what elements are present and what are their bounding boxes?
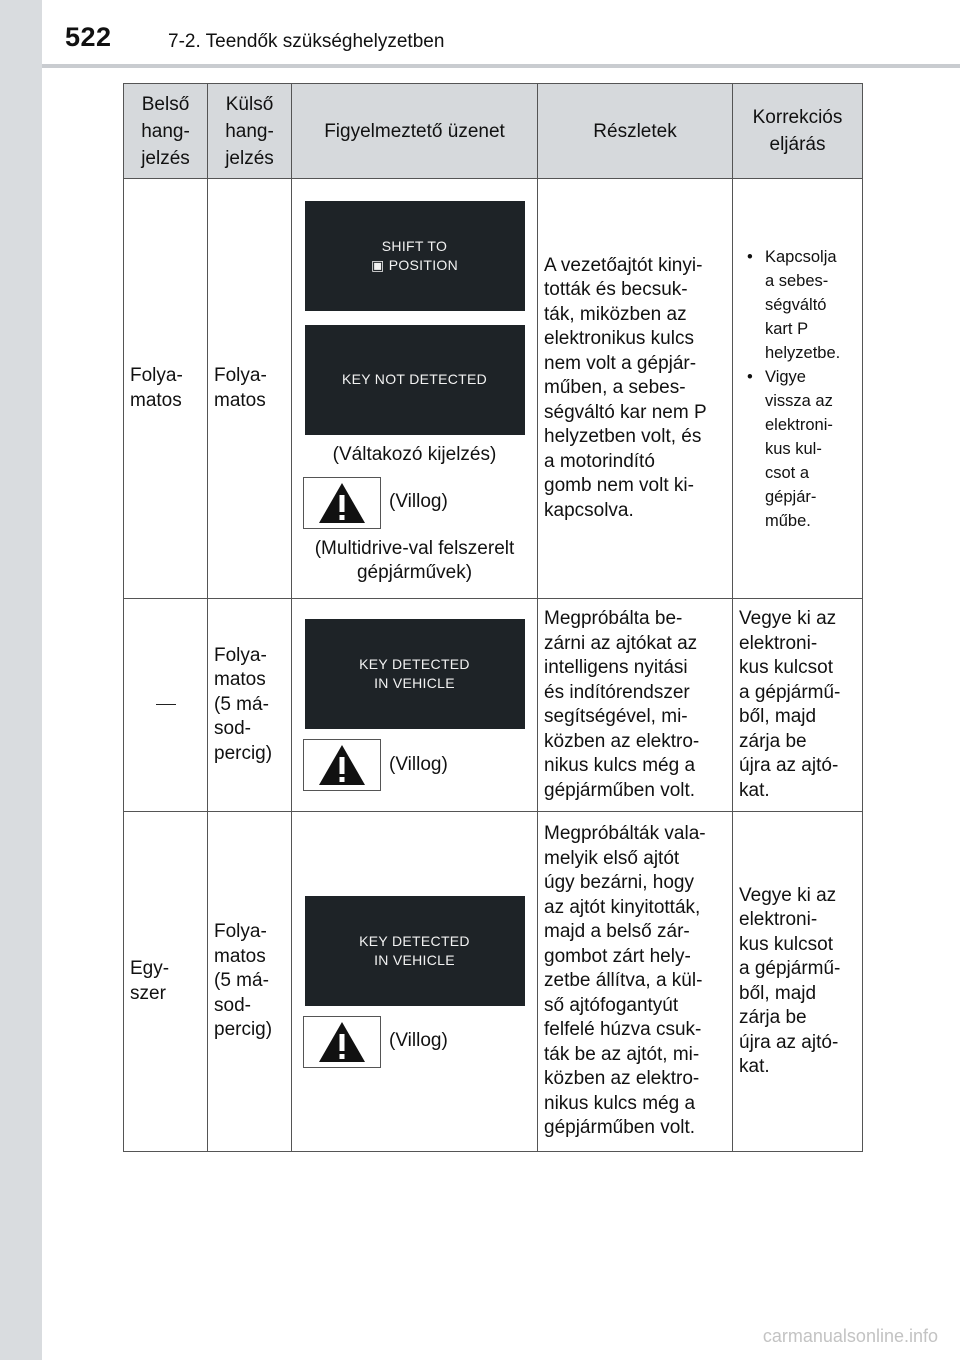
outer-buzzer-cell: Folya- matos: [208, 179, 292, 599]
flashing-label: (Villog): [389, 491, 448, 513]
flashing-label: (Villog): [389, 753, 448, 775]
table-row: [124, 599, 863, 812]
display-screen-shift-to-p: SHIFT TO ▣ POSITION: [305, 201, 525, 311]
col-header-warning-message: Figyelmeztető üzenet: [292, 84, 538, 179]
correction-cell: Vegye ki az elektroni- kus kulcsot a gépjármű- ből, majd zárja be újra az ajtó- kat.: [733, 599, 863, 812]
alternating-display-caption: (Váltakozó kijelzés): [332, 443, 497, 465]
display-screen-key-detected: KEY DETECTED IN VEHICLE: [305, 619, 525, 729]
details-cell: Megpróbálta be- zárni az ajtókat az intelligens nyitási és indítórendszer segítségével, mi- közben az elektro- nikus kulcs még a gépjárműben volt.: [538, 599, 733, 812]
list-item: • Kapcsolja a sebes- ségváltó kart P helyzetbe.: [745, 245, 856, 365]
page-number: 522: [65, 22, 112, 52]
warning-triangle-icon: [303, 739, 381, 791]
outer-buzzer-cell: Folya- matos (5 má- sod- percig): [208, 599, 292, 812]
correction-cell: Vegye ki az elektroni- kus kulcsot a gépjármű- ből, majd zárja be újra az ajtó- kat.: [733, 812, 863, 1152]
inner-buzzer-cell: Folya- matos: [124, 179, 208, 599]
section-title: 7-2. Teendők szükséghelyzetben: [168, 31, 445, 52]
table-header-row: [124, 84, 863, 179]
warning-triangle-icon: [303, 1016, 381, 1068]
header-rule: [42, 64, 960, 68]
warning-message-cell: [292, 179, 538, 599]
details-cell: A vezetőajtót kinyi- tották és becsuk- ták, miközben az elektronikus kulcs nem volt a gépjár- műben, a sebes- ségváltó kar nem P helyzetben volt, és a motorindító gomb nem volt ki- kapcsolva.: [538, 179, 733, 599]
table-row: [124, 179, 863, 599]
col-header-details: Részletek: [538, 84, 733, 179]
display-screen-key-detected: KEY DETECTED IN VEHICLE: [305, 896, 525, 1006]
col-header-inner-buzzer: Belső hang- jelzés: [124, 84, 208, 179]
outer-buzzer-cell: Folya- matos (5 má- sod- percig): [208, 812, 292, 1152]
multidrive-caption: (Multidrive-val felszerelt gépjárművek): [314, 537, 515, 583]
list-item: • Vigye vissza az elektroni- kus kul- csot a gépjár- műbe.: [745, 365, 856, 533]
warning-message-cell: [292, 599, 538, 812]
warning-message-cell: [292, 812, 538, 1152]
warning-table: [123, 83, 863, 1152]
table-row: [124, 812, 863, 1152]
watermark-text: carmanualsonline.info: [762, 1326, 938, 1346]
flashing-label: (Villog): [389, 1030, 448, 1052]
dash-placeholder: [156, 704, 176, 705]
display-screen-key-not-detected: KEY NOT DETECTED: [305, 325, 525, 435]
warning-triangle-icon: [303, 477, 381, 529]
col-header-outer-buzzer: Külső hang- jelzés: [208, 84, 292, 179]
inner-buzzer-cell: Egy- szer: [124, 812, 208, 1152]
correction-cell: [733, 179, 863, 599]
inner-buzzer-cell: [124, 599, 208, 812]
page-sidebar-strip: [0, 0, 42, 1360]
details-cell: Megpróbálták vala- melyik első ajtót úgy bezárni, hogy az ajtót kinyitották, majd a belső zár- gombot zárt hely- zetbe állítva, a kül- ső ajtófogantyút felfelé húzva csuk- ták be az ajtót, mi- közben az elektro- nikus kulcs még a gépjárműben volt.: [538, 812, 733, 1152]
col-header-correction: Korrekciós eljárás: [733, 84, 863, 179]
